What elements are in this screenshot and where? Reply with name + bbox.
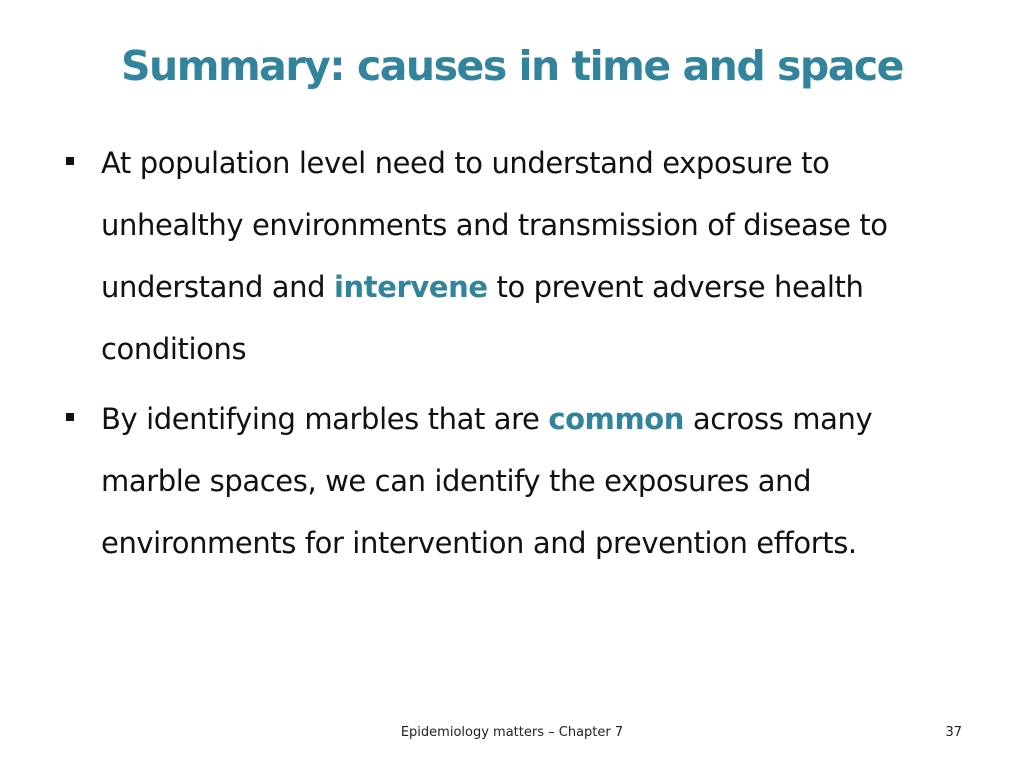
slide-title: Summary: causes in time and space: [121, 42, 903, 90]
highlight-word: common: [548, 402, 685, 436]
bullet-item: [60, 388, 980, 574]
highlight-word: intervene: [333, 270, 488, 304]
square-bullet-icon: [66, 413, 74, 421]
footer-text: Epidemiology matters – Chapter 7: [400, 725, 624, 740]
bullet-text: across many marble spaces, we can identify the exposures and environments for intervention and prevention efforts.: [101, 402, 873, 560]
bullet-item: [60, 132, 980, 380]
page-number: 37: [945, 725, 962, 740]
bullet-text: By identifying marbles that are: [101, 402, 549, 436]
bullet-list: [60, 132, 980, 582]
bullet-text: At population level need to understand exposure to unhealthy environments and transmission of disease to understand and: [101, 146, 888, 304]
square-bullet-icon: [66, 157, 74, 165]
bullet-text: to prevent adverse health conditions: [101, 270, 864, 366]
